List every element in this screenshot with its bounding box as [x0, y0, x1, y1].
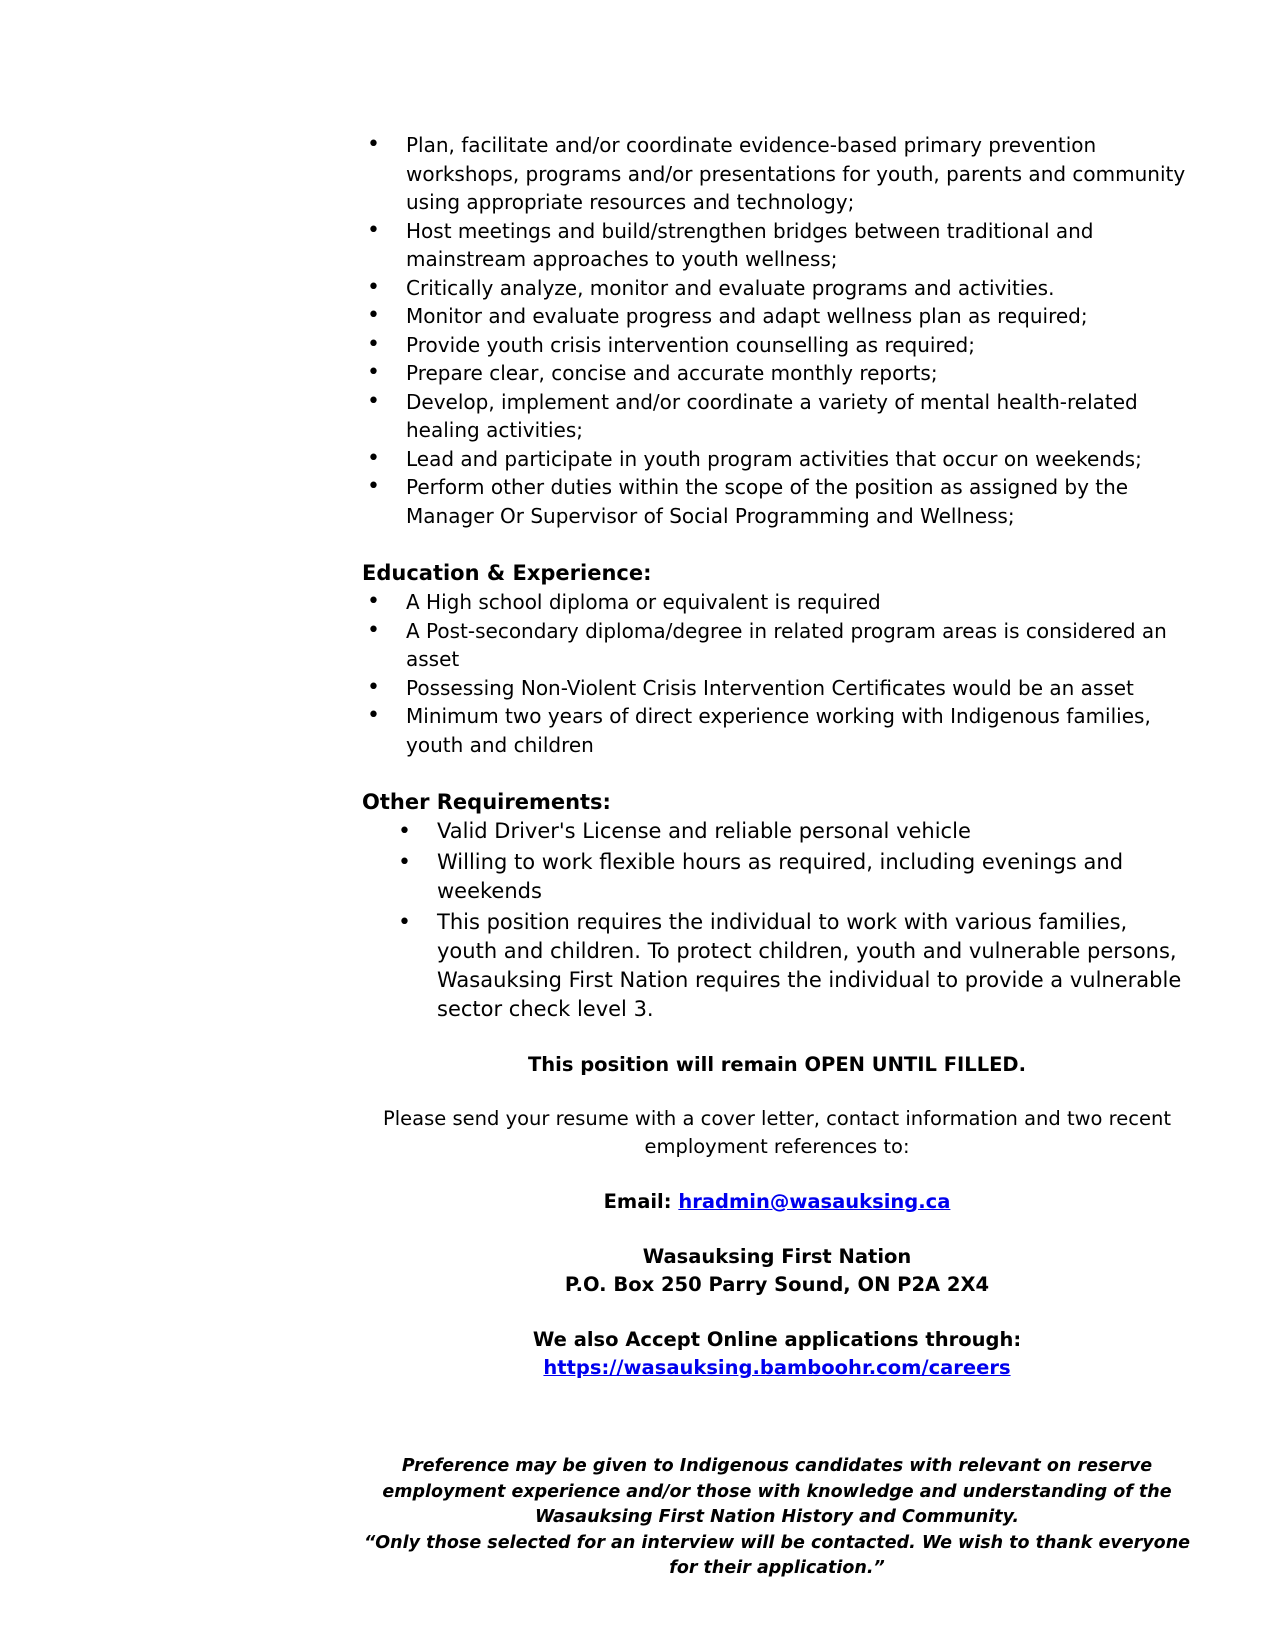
other-requirements-list: [362, 817, 1192, 1024]
list-item: • Critically analyze, monitor and evaluate programs and activities.: [362, 274, 1192, 303]
education-list: [362, 588, 1192, 759]
open-until-filled-notice: This position will remain OPEN UNTIL FILLED.: [527, 1053, 1027, 1076]
online-application-label: We also Accept Online applications through:: [532, 1328, 1022, 1351]
online-application: [362, 1326, 1192, 1382]
list-item: • This position requires the individual to work with various families, youth and children. To protect children, youth and vulnerable persons, Wasauksing First Nation requires the individual to provide a vulnerable sector check level 3.: [362, 908, 1192, 1024]
duties-list: [362, 131, 1192, 530]
footer-note: [362, 1454, 1192, 1582]
list-item: • Host meetings and build/strengthen bridges between traditional and mainstream approaches to youth wellness;: [362, 217, 1192, 274]
list-item: • A High school diploma or equivalent is required: [362, 588, 1192, 617]
education-heading: Education & Experience:: [362, 561, 652, 585]
preference-note: Preference may be given to Indigenous candidates with relevant on reserve employment experience and/or those with knowledge and understanding of the Wasauksing First Nation History and Community.: [382, 1456, 1172, 1527]
list-item: • Perform other duties within the scope of the position as assigned by the Manager Or Supervisor of Social Programming and Wellness;: [362, 473, 1192, 530]
job-posting-page: [362, 131, 1192, 1582]
email-label: Email:: [603, 1190, 679, 1213]
list-item: • Possessing Non-Violent Crisis Intervention Certificates would be an asset: [362, 674, 1192, 703]
list-item: • Lead and participate in youth program activities that occur on weekends;: [362, 445, 1192, 474]
email-line: [362, 1188, 1192, 1216]
mailing-address: [362, 1243, 1192, 1299]
list-item: • Monitor and evaluate progress and adapt wellness plan as required;: [362, 302, 1192, 331]
list-item: • Willing to work flexible hours as required, including evenings and weekends: [362, 848, 1192, 906]
list-item: • Prepare clear, concise and accurate monthly reports;: [362, 359, 1192, 388]
list-item: • Plan, facilitate and/or coordinate evidence-based primary prevention workshops, programs and/or presentations for youth, parents and community using appropriate resources and technology;: [362, 131, 1192, 217]
email-link[interactable]: hradmin@wasauksing.ca: [678, 1190, 951, 1213]
list-item: • Develop, implement and/or coordinate a variety of mental health-related healing activities;: [362, 388, 1192, 445]
organization-name: Wasauksing First Nation: [642, 1245, 912, 1268]
careers-link[interactable]: https://wasauksing.bamboohr.com/careers: [543, 1356, 1011, 1379]
other-requirements-heading: Other Requirements:: [362, 790, 611, 814]
application-instructions: Please send your resume with a cover letter, contact information and two recent employment references to:: [383, 1107, 1171, 1158]
contact-note: “Only those selected for an interview will be contacted. We wish to thank everyone for their application.”: [363, 1532, 1191, 1578]
list-item: • A Post-secondary diploma/degree in related program areas is considered an asset: [362, 617, 1192, 674]
list-item: • Provide youth crisis intervention counselling as required;: [362, 331, 1192, 360]
address-line: P.O. Box 250 Parry Sound, ON P2A 2X4: [564, 1273, 990, 1296]
list-item: • Minimum two years of direct experience working with Indigenous families, youth and children: [362, 702, 1192, 759]
list-item: • Valid Driver's License and reliable personal vehicle: [362, 817, 1192, 846]
